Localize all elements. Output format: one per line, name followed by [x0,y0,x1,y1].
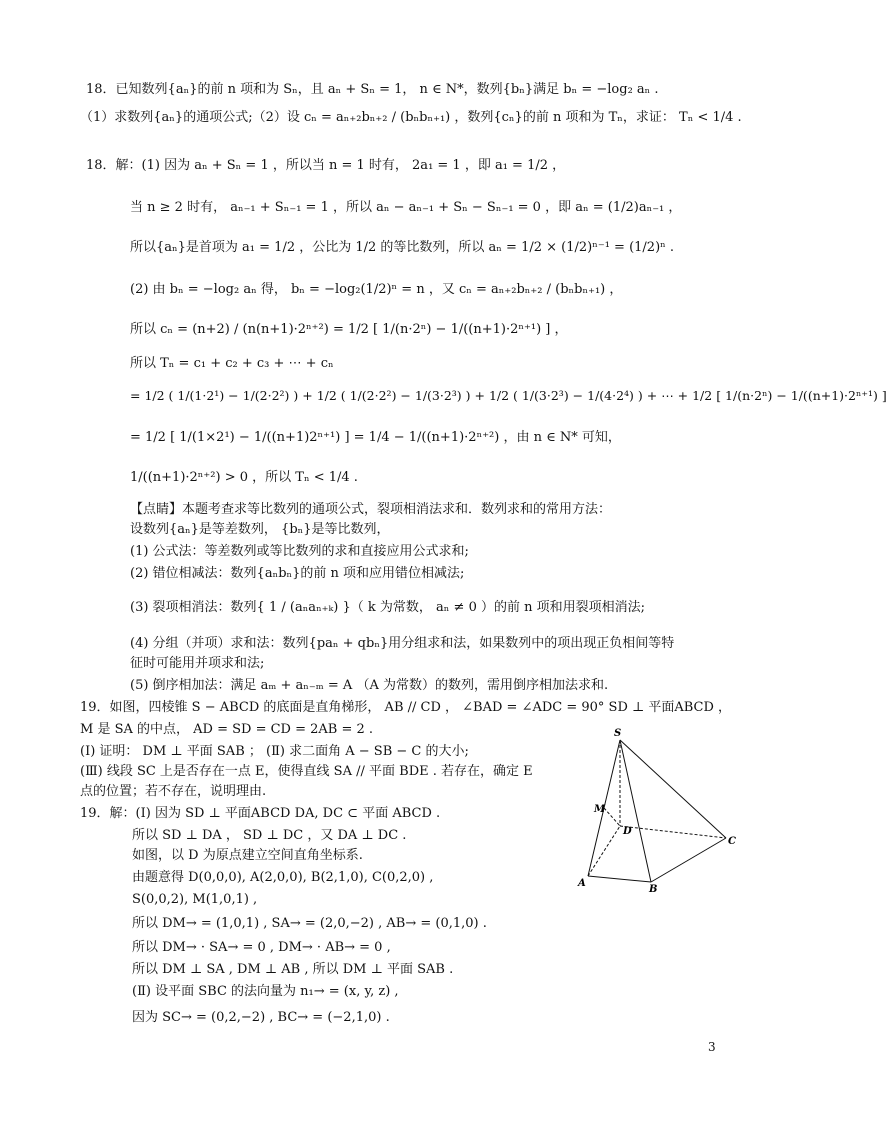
label-s: S [614,728,622,739]
solution-19-line-8: 所以 DM ⊥ SA , DM ⊥ AB , 所以 DM ⊥ 平面 SAB . [132,962,454,977]
segment-dm [604,808,620,826]
solution-18-line-4: (2) 由 bₙ = −log₂ aₙ 得， bₙ = −log₂(1/2)ⁿ = n ，又 cₙ = aₙ₊₂bₙ₊₂ / (bₙbₙ₊₁) ， [130,282,623,297]
label-b: B [649,884,658,895]
solution-18-line-2: 当 n ≥ 2 时有， aₙ₋₁ + Sₙ₋₁ = 1 ，所以 aₙ − aₙ₋₁ + Sₙ − Sₙ₋₁ = 0 ，即 aₙ = (1/2)aₙ₋₁ ， [130,200,682,215]
solution-19-line-3: 如图，以 D 为原点建立空间直角坐标系. [132,848,363,863]
solution-19-line-9: (Ⅱ) 设平面 SBC 的法向量为 n₁→ = (x, y, z) , [132,984,399,999]
label-d: D [623,826,632,837]
problem-19-line-1: 19．如图，四棱锥 S − ABCD 的底面是直角梯形， AB // CD ， ∠BAD = ∠ADC = 90° SD ⊥ 平面ABCD ， [80,700,732,715]
problem-19-line-3: (Ⅰ) 证明： DM ⊥ 平面 SAB ； (Ⅱ) 求二面角 A − SB − C 的大小; [80,744,469,759]
solution-19-line-2: 所以 SD ⊥ DA ， SD ⊥ DC ，又 DA ⊥ DC . [132,828,407,843]
comment-line-3: (1) 公式法：等差数列或等比数列的求和直接应用公式求和; [130,544,469,559]
label-c: C [728,836,736,847]
pyramid-figure [576,726,736,896]
edge-dc [620,826,726,838]
problem-19-line-2: M 是 SA 的中点， AD = SD = CD = 2AB = 2 . [80,722,374,737]
comment-line-1: 【点睛】本题考查求等比数列的通项公式，裂项相消法求和．数列求和的常用方法： [130,502,612,517]
solution-19-line-5: S(0,0,2), M(1,0,1) , [132,892,258,907]
comment-line-5: (3) 裂项相消法：数列{ 1 / (aₙaₙ₊ₖ) }（ k 为常数， aₙ ≠ 0 ）的前 n 项和用裂项相消法; [130,600,645,615]
solution-18-line-1: 18．解：(1) 因为 aₙ + Sₙ = 1 ，所以当 n = 1 时有， 2a₁ = 1 ，即 a₁ = 1/2 ， [86,158,566,173]
edge-ab [588,876,651,882]
solution-18-line-9: 1/((n+1)·2ⁿ⁺²) > 0 ，所以 Tₙ < 1/4 . [130,470,358,485]
edge-sc [620,740,726,838]
label-m: M [594,804,606,815]
comment-line-2: 设数列{aₙ}是等差数列， {bₙ}是等比数列， [130,522,390,537]
solution-18-line-3: 所以{aₙ}是首项为 a₁ = 1/2 ，公比为 1/2 的等比数列，所以 aₙ = 1/2 × (1/2)ⁿ⁻¹ = (1/2)ⁿ . [130,240,675,255]
edge-bc [651,838,726,882]
solution-19-line-4: 由题意得 D(0,0,0), A(2,0,0), B(2,1,0), C(0,2,0) , [132,870,434,885]
problem-19-line-5: 点的位置；若不存在，说明理由. [80,784,267,799]
solution-19-line-1: 19．解：(Ⅰ) 因为 SD ⊥ 平面ABCD DA, DC ⊂ 平面 ABCD . [80,806,441,821]
solution-18-line-7: = 1/2 ( 1/(1·2¹) − 1/(2·2²) ) + 1/2 ( 1/(2·2²) − 1/(3·2³) ) + 1/2 ( 1/(3·2³) − 1/(4·2⁴) ) + ⋯ + 1/2 [ 1/(n·2ⁿ) − 1/((n+1)·2ⁿ⁺¹) ] [130,388,887,403]
solution-18-line-5: 所以 cₙ = (n+2) / (n(n+1)·2ⁿ⁺²) = 1/2 [ 1/(n·2ⁿ) − 1/((n+1)·2ⁿ⁺¹) ] ， [130,322,568,337]
comment-line-7: 征时可能用并项求和法; [130,656,265,671]
solution-19-line-10: 因为 SC→ = (0,2,−2) , BC→ = (−2,1,0) . [132,1010,390,1025]
comment-line-4: (2) 错位相减法：数列{aₙbₙ}的前 n 项和应用错位相减法; [130,566,465,581]
solution-19-line-6: 所以 DM→ = (1,0,1) , SA→ = (2,0,−2) , AB→ = (0,1,0) . [132,916,487,931]
comment-line-8: (5) 倒序相加法：满足 aₘ + aₙ₋ₘ = A （A 为常数）的数列，需用倒序相加法求和. [130,678,609,693]
problem-18-ask: （1）求数列{aₙ}的通项公式;（2）设 cₙ = aₙ₊₂bₙ₊₂ / (bₙbₙ₊₁) ，数列{cₙ}的前 n 项和为 Tₙ，求证： Tₙ < 1/4 . [80,110,742,125]
comment-line-6: (4) 分组（并项）求和法：数列{paₙ + qbₙ}用分组求和法，如果数列中的项出现正负相间等特 [130,636,675,651]
page-number: 3 [708,1040,716,1054]
problem-18-stem: 18．已知数列{aₙ}的前 n 项和为 Sₙ，且 aₙ + Sₙ = 1， n ∈ N*，数列{bₙ}满足 bₙ = −log₂ aₙ . [86,82,659,97]
solution-18-line-6: 所以 Tₙ = c₁ + c₂ + c₃ + ⋯ + cₙ [130,356,334,371]
edge-sb [620,740,651,882]
problem-19-line-4: (Ⅲ) 线段 SC 上是否存在一点 E，使得直线 SA // 平面 BDE . 若存在，确定 E [80,764,533,779]
edge-ad [588,826,620,876]
label-a: A [578,878,586,889]
solution-18-line-8: = 1/2 [ 1/(1×2¹) − 1/((n+1)2ⁿ⁺¹) ] = 1/4 − 1/((n+1)·2ⁿ⁺²) ，由 n ∈ N* 可知， [130,430,621,445]
solution-19-line-7: 所以 DM→ · SA→ = 0 , DM→ · AB→ = 0 , [132,940,391,955]
